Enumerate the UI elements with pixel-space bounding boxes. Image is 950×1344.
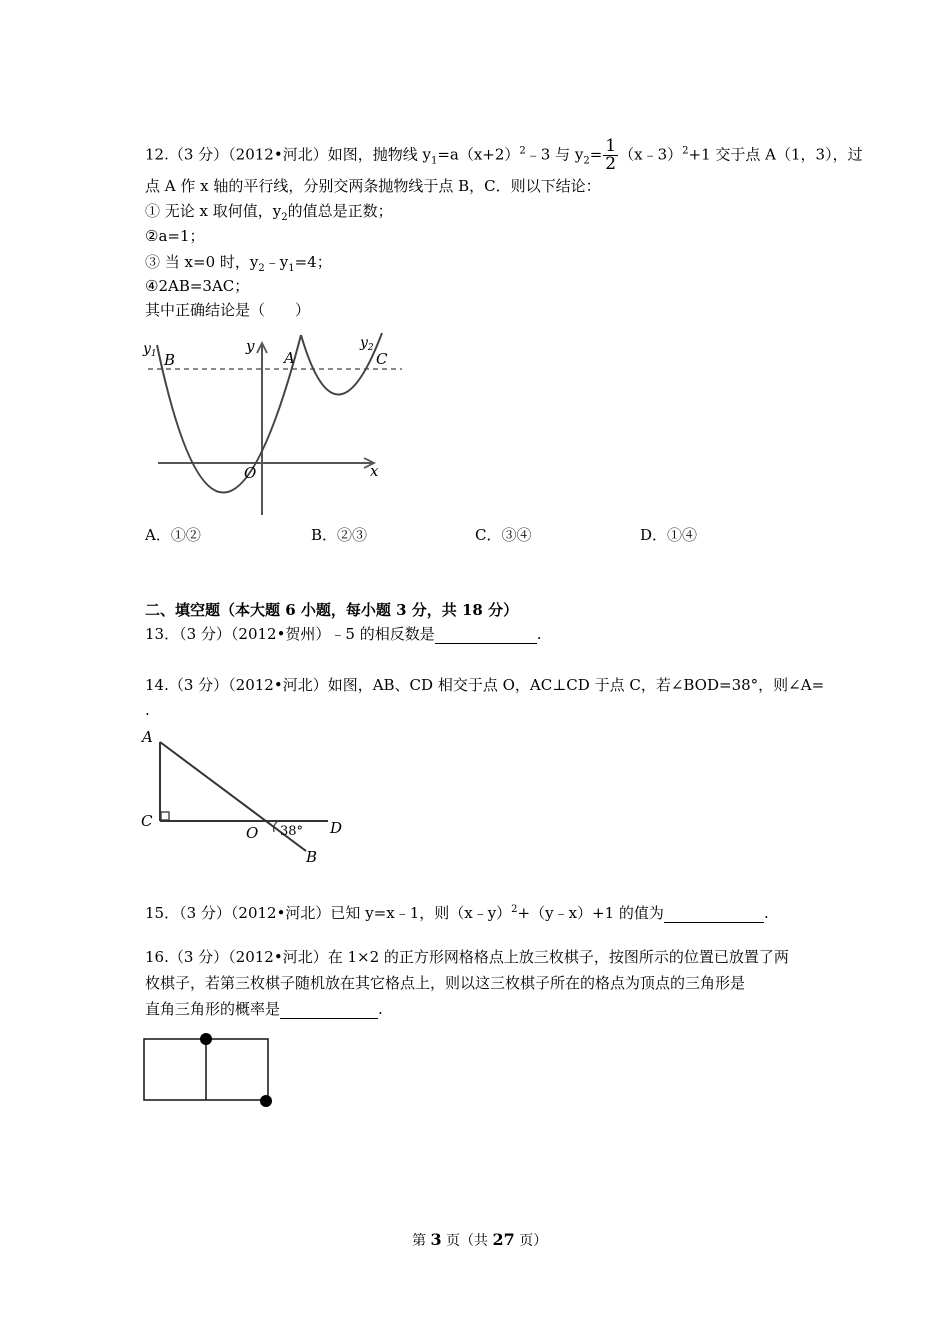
label-B: B: [306, 848, 318, 866]
q15-text: 15．（3 分）（2012•河北）已知 y=x﹣1，则（x﹣y）: [145, 904, 512, 922]
q12-fraction: [603, 138, 618, 173]
q12-option-b: B．②③: [311, 526, 368, 544]
q16-text: 直角三角形的概率是: [145, 1000, 281, 1018]
q12-option-a: A．①②: [145, 526, 201, 544]
q16-answer-blank[interactable]: [280, 1002, 378, 1019]
c1-sub: 2: [281, 212, 288, 223]
c1-text-end: 的值总是正数；: [287, 202, 393, 220]
q15-end: .: [763, 904, 769, 922]
q16-line1: 16.（3 分）（2012•河北）在 1×2 的正方形网格格点上放三枚棋子，按图所示的位置已放置了两: [145, 948, 789, 966]
q13-end: .: [536, 625, 542, 643]
page-footer: [412, 1230, 547, 1251]
q12-sub: 1: [430, 155, 438, 167]
q13: [145, 624, 542, 644]
q12-sup: 2: [682, 145, 689, 157]
c3-text-end: =4；: [294, 253, 332, 271]
c3-sub: 1: [288, 263, 295, 274]
q12-text-c: ﹣3 与 y: [525, 145, 584, 164]
q12-line1: [145, 138, 863, 173]
q16-end: .: [378, 1000, 383, 1018]
q12-parabola-figure: [140, 325, 410, 520]
label-x-axis: x: [370, 462, 379, 480]
label-D: D: [330, 819, 343, 837]
c3-text-mid: ﹣y: [264, 253, 289, 271]
q14-line1: 14.（3 分）（2012•河北）如图，AB、CD 相交于点 O，AC⊥CD 于点 C，若∠BOD=38°，则∠A=: [145, 676, 825, 694]
footer-page-number: 3: [430, 1230, 442, 1249]
q15: [145, 900, 769, 923]
q12-line2: 点 A 作 x 轴的平行线，分别交两条抛物线于点 B，C．则以下结论：: [145, 177, 601, 195]
label-y1: $y_1$: [143, 341, 157, 359]
footer-text: 页（共: [441, 1233, 493, 1249]
footer-text: 页）: [514, 1233, 548, 1249]
q12-text-e: （x﹣3）: [619, 145, 683, 164]
frac-numerator: 1: [605, 136, 617, 156]
q12-conclusion-3: [145, 252, 332, 279]
section-heading: 二、填空题（本大题 6 小题，每小题 3 分，共 18 分）: [145, 601, 519, 619]
chess-piece: [260, 1095, 272, 1107]
frac-denominator: 2: [605, 154, 617, 174]
label-C: C: [141, 812, 153, 830]
c3-sub: 2: [258, 263, 265, 274]
q12-option-d: D．①④: [640, 526, 698, 544]
q12-text-a: 12.（3 分）（2012•河北）如图，抛物线 y: [145, 145, 431, 164]
right-angle-mark: [161, 812, 169, 820]
q15-text-2: +（y﹣x）+1 的值为: [517, 904, 664, 922]
label-C: C: [376, 350, 388, 368]
label-B: B: [164, 351, 176, 369]
footer-total-pages: 27: [492, 1230, 515, 1249]
q15-answer-blank[interactable]: [664, 906, 764, 923]
q14-figure: [138, 724, 358, 869]
q15-sup: 2: [511, 904, 518, 915]
chess-piece: [200, 1033, 212, 1045]
label-O: O: [244, 464, 257, 482]
label-y2: $y_2$: [360, 335, 374, 353]
label-O: O: [246, 824, 259, 842]
q12-conclusion-2: ②a=1；: [145, 227, 205, 245]
q12-sup: 2: [519, 145, 526, 157]
q14-end: .: [145, 701, 150, 719]
label-y-axis: y: [246, 337, 255, 355]
label-angle-38: 38°: [280, 824, 304, 839]
c1-text: ① 无论 x 取何值，y: [145, 202, 282, 220]
footer-text: 第: [412, 1233, 431, 1249]
q12-sub: 2: [583, 155, 590, 167]
q12-text-d: =: [589, 145, 603, 164]
q12-text-b: =a（x+2）: [437, 145, 520, 164]
q16-line3: [145, 999, 383, 1019]
q16-line2: 枚棋子，若第三枚棋子随机放在其它格点上，则以这三枚棋子所在的格点为顶点的三角形是: [145, 974, 746, 992]
q13-text: 13．（3 分）（2012•贺州）﹣5 的相反数是: [145, 625, 435, 643]
q12-conclusion-4: ④2AB=3AC；: [145, 277, 250, 295]
q13-answer-blank[interactable]: [435, 627, 537, 644]
q12-conclusion-1: [145, 201, 393, 228]
q12-question: 其中正确结论是（ ）: [145, 301, 311, 319]
c3-text: ③ 当 x=0 时，y: [145, 253, 259, 271]
parabola-y1: [157, 335, 301, 493]
q12-option-c: C．③④: [475, 526, 532, 544]
label-A: A: [142, 728, 153, 746]
label-A: A: [284, 349, 295, 367]
q12-text-f: +1 交于点 A（1，3），过: [688, 145, 863, 164]
q16-grid-figure: [138, 1030, 283, 1115]
